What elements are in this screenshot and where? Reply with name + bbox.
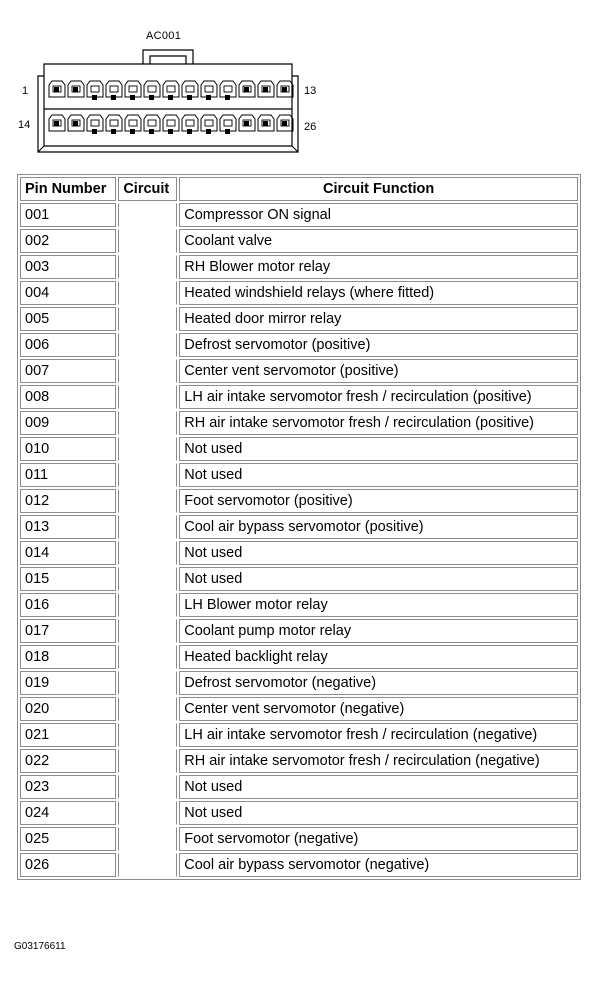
cell-circuit-function: Defrost servomotor (negative) — [179, 671, 578, 695]
cell-pin-number: 017 — [20, 619, 116, 643]
pin-row-bottom — [49, 115, 293, 134]
cell-circuit — [118, 775, 177, 799]
pin-cavity-bottom-7 — [163, 115, 179, 134]
pin-cavity-bottom-5 — [125, 115, 141, 134]
cell-pin-number: 022 — [20, 749, 116, 773]
pin-cavity-bottom-11 — [239, 115, 255, 131]
figure-id: G03176611 — [14, 941, 66, 952]
cell-circuit-function: Not used — [179, 463, 578, 487]
cell-circuit-function: RH air intake servomotor fresh / recirculation (negative) — [179, 749, 578, 773]
cell-pin-number: 020 — [20, 697, 116, 721]
table-row — [20, 229, 578, 253]
table-row — [20, 567, 578, 591]
pin-cavity-bottom-6 — [144, 115, 160, 134]
pin-cavity-bottom-1 — [49, 115, 65, 131]
pin-cavity-top-9 — [201, 81, 217, 100]
cell-pin-number: 006 — [20, 333, 116, 357]
cell-circuit-function: RH Blower motor relay — [179, 255, 578, 279]
cell-pin-number: 007 — [20, 359, 116, 383]
pin-label-14: 14 — [18, 119, 31, 131]
cell-circuit-function: Cool air bypass servomotor (positive) — [179, 515, 578, 539]
cell-circuit-function: Coolant valve — [179, 229, 578, 253]
cell-circuit-function: Not used — [179, 801, 578, 825]
cell-circuit-function: Not used — [179, 567, 578, 591]
table-row — [20, 645, 578, 669]
table-row — [20, 359, 578, 383]
cell-pin-number: 026 — [20, 853, 116, 877]
table-row — [20, 385, 578, 409]
cell-pin-number: 012 — [20, 489, 116, 513]
pin-cavity-top-3 — [87, 81, 103, 100]
cell-circuit — [118, 333, 177, 357]
table-row — [20, 489, 578, 513]
pin-cavity-bottom-8 — [182, 115, 198, 134]
cell-circuit-function: Defrost servomotor (positive) — [179, 333, 578, 357]
cell-pin-number: 015 — [20, 567, 116, 591]
table-row — [20, 203, 578, 227]
cell-pin-number: 004 — [20, 281, 116, 305]
cell-circuit — [118, 801, 177, 825]
cell-pin-number: 021 — [20, 723, 116, 747]
table-row — [20, 749, 578, 773]
header-circuit-function: Circuit Function — [179, 177, 578, 201]
connector-diagram — [0, 0, 600, 165]
cell-pin-number: 014 — [20, 541, 116, 565]
cell-pin-number: 005 — [20, 307, 116, 331]
header-circuit: Circuit — [118, 177, 177, 201]
cell-pin-number: 009 — [20, 411, 116, 435]
pin-cavity-bottom-9 — [201, 115, 217, 134]
cell-pin-number: 003 — [20, 255, 116, 279]
table-row — [20, 411, 578, 435]
cell-pin-number: 024 — [20, 801, 116, 825]
pin-cavity-bottom-10 — [220, 115, 236, 134]
pin-label-26: 26 — [304, 121, 317, 133]
table-row — [20, 307, 578, 331]
cell-circuit — [118, 749, 177, 773]
cell-circuit — [118, 489, 177, 513]
cell-circuit — [118, 437, 177, 461]
cell-circuit-function: Coolant pump motor relay — [179, 619, 578, 643]
table-row — [20, 853, 578, 877]
cell-circuit-function: LH air intake servomotor fresh / recirculation (positive) — [179, 385, 578, 409]
table-row — [20, 671, 578, 695]
cell-pin-number: 013 — [20, 515, 116, 539]
cell-circuit-function: Not used — [179, 437, 578, 461]
cell-circuit-function: Not used — [179, 541, 578, 565]
pin-cavity-bottom-4 — [106, 115, 122, 134]
cell-circuit — [118, 359, 177, 383]
cell-circuit-function: Center vent servomotor (positive) — [179, 359, 578, 383]
table-row — [20, 437, 578, 461]
pin-label-13: 13 — [304, 85, 317, 97]
table-row — [20, 827, 578, 851]
pin-cavity-bottom-12 — [258, 115, 274, 131]
table-row — [20, 593, 578, 617]
pin-cavity-bottom-2 — [68, 115, 84, 131]
pin-cavity-top-2 — [68, 81, 84, 97]
pin-cavity-top-5 — [125, 81, 141, 100]
pin-label-1: 1 — [22, 85, 29, 97]
pin-cavity-top-11 — [239, 81, 255, 97]
cell-circuit — [118, 255, 177, 279]
connector-name: AC001 — [146, 30, 182, 42]
table-row — [20, 463, 578, 487]
cell-circuit — [118, 619, 177, 643]
table-row — [20, 255, 578, 279]
cell-circuit-function: Heated backlight relay — [179, 645, 578, 669]
cell-pin-number: 010 — [20, 437, 116, 461]
cell-circuit-function: Cool air bypass servomotor (negative) — [179, 853, 578, 877]
table-row — [20, 281, 578, 305]
pin-cavity-top-10 — [220, 81, 236, 100]
cell-circuit-function: Heated windshield relays (where fitted) — [179, 281, 578, 305]
pin-cavity-top-6 — [144, 81, 160, 100]
cell-pin-number: 008 — [20, 385, 116, 409]
table-row — [20, 541, 578, 565]
cell-circuit — [118, 697, 177, 721]
cell-pin-number: 016 — [20, 593, 116, 617]
cell-circuit — [118, 593, 177, 617]
cell-circuit — [118, 541, 177, 565]
cell-circuit — [118, 515, 177, 539]
pin-cavity-top-13 — [277, 81, 293, 97]
pin-cavity-top-7 — [163, 81, 179, 100]
cell-circuit-function: Not used — [179, 775, 578, 799]
cell-pin-number: 018 — [20, 645, 116, 669]
pin-cavity-top-4 — [106, 81, 122, 100]
pinout-table — [17, 174, 581, 880]
table-header-row — [20, 177, 578, 201]
pin-row-top — [49, 81, 293, 100]
pin-cavity-bottom-3 — [87, 115, 103, 134]
table-row — [20, 619, 578, 643]
cell-pin-number: 025 — [20, 827, 116, 851]
table-row — [20, 333, 578, 357]
cell-circuit — [118, 411, 177, 435]
cell-pin-number: 001 — [20, 203, 116, 227]
table-row — [20, 697, 578, 721]
table-row — [20, 801, 578, 825]
cell-circuit-function: Heated door mirror relay — [179, 307, 578, 331]
cell-circuit — [118, 645, 177, 669]
pin-cavity-top-8 — [182, 81, 198, 100]
cell-circuit — [118, 281, 177, 305]
cell-circuit-function: LH Blower motor relay — [179, 593, 578, 617]
cell-circuit — [118, 827, 177, 851]
cell-circuit — [118, 307, 177, 331]
cell-circuit — [118, 463, 177, 487]
cell-pin-number: 002 — [20, 229, 116, 253]
cell-circuit — [118, 671, 177, 695]
cell-circuit — [118, 385, 177, 409]
cell-circuit — [118, 853, 177, 877]
cell-pin-number: 011 — [20, 463, 116, 487]
cell-circuit — [118, 567, 177, 591]
cell-circuit-function: Foot servomotor (negative) — [179, 827, 578, 851]
table-row — [20, 515, 578, 539]
cell-pin-number: 023 — [20, 775, 116, 799]
cell-circuit-function: LH air intake servomotor fresh / recirculation (negative) — [179, 723, 578, 747]
pin-cavity-top-1 — [49, 81, 65, 97]
table-row — [20, 723, 578, 747]
pin-cavity-bottom-13 — [277, 115, 293, 131]
cell-circuit — [118, 229, 177, 253]
cell-circuit-function: Foot servomotor (positive) — [179, 489, 578, 513]
connector-drawing — [0, 0, 600, 165]
cell-circuit — [118, 203, 177, 227]
cell-circuit — [118, 723, 177, 747]
cell-circuit-function: Center vent servomotor (negative) — [179, 697, 578, 721]
cell-circuit-function: Compressor ON signal — [179, 203, 578, 227]
table-row — [20, 775, 578, 799]
cell-circuit-function: RH air intake servomotor fresh / recirculation (positive) — [179, 411, 578, 435]
pin-cavity-top-12 — [258, 81, 274, 97]
header-pin-number: Pin Number — [20, 177, 116, 201]
cell-pin-number: 019 — [20, 671, 116, 695]
